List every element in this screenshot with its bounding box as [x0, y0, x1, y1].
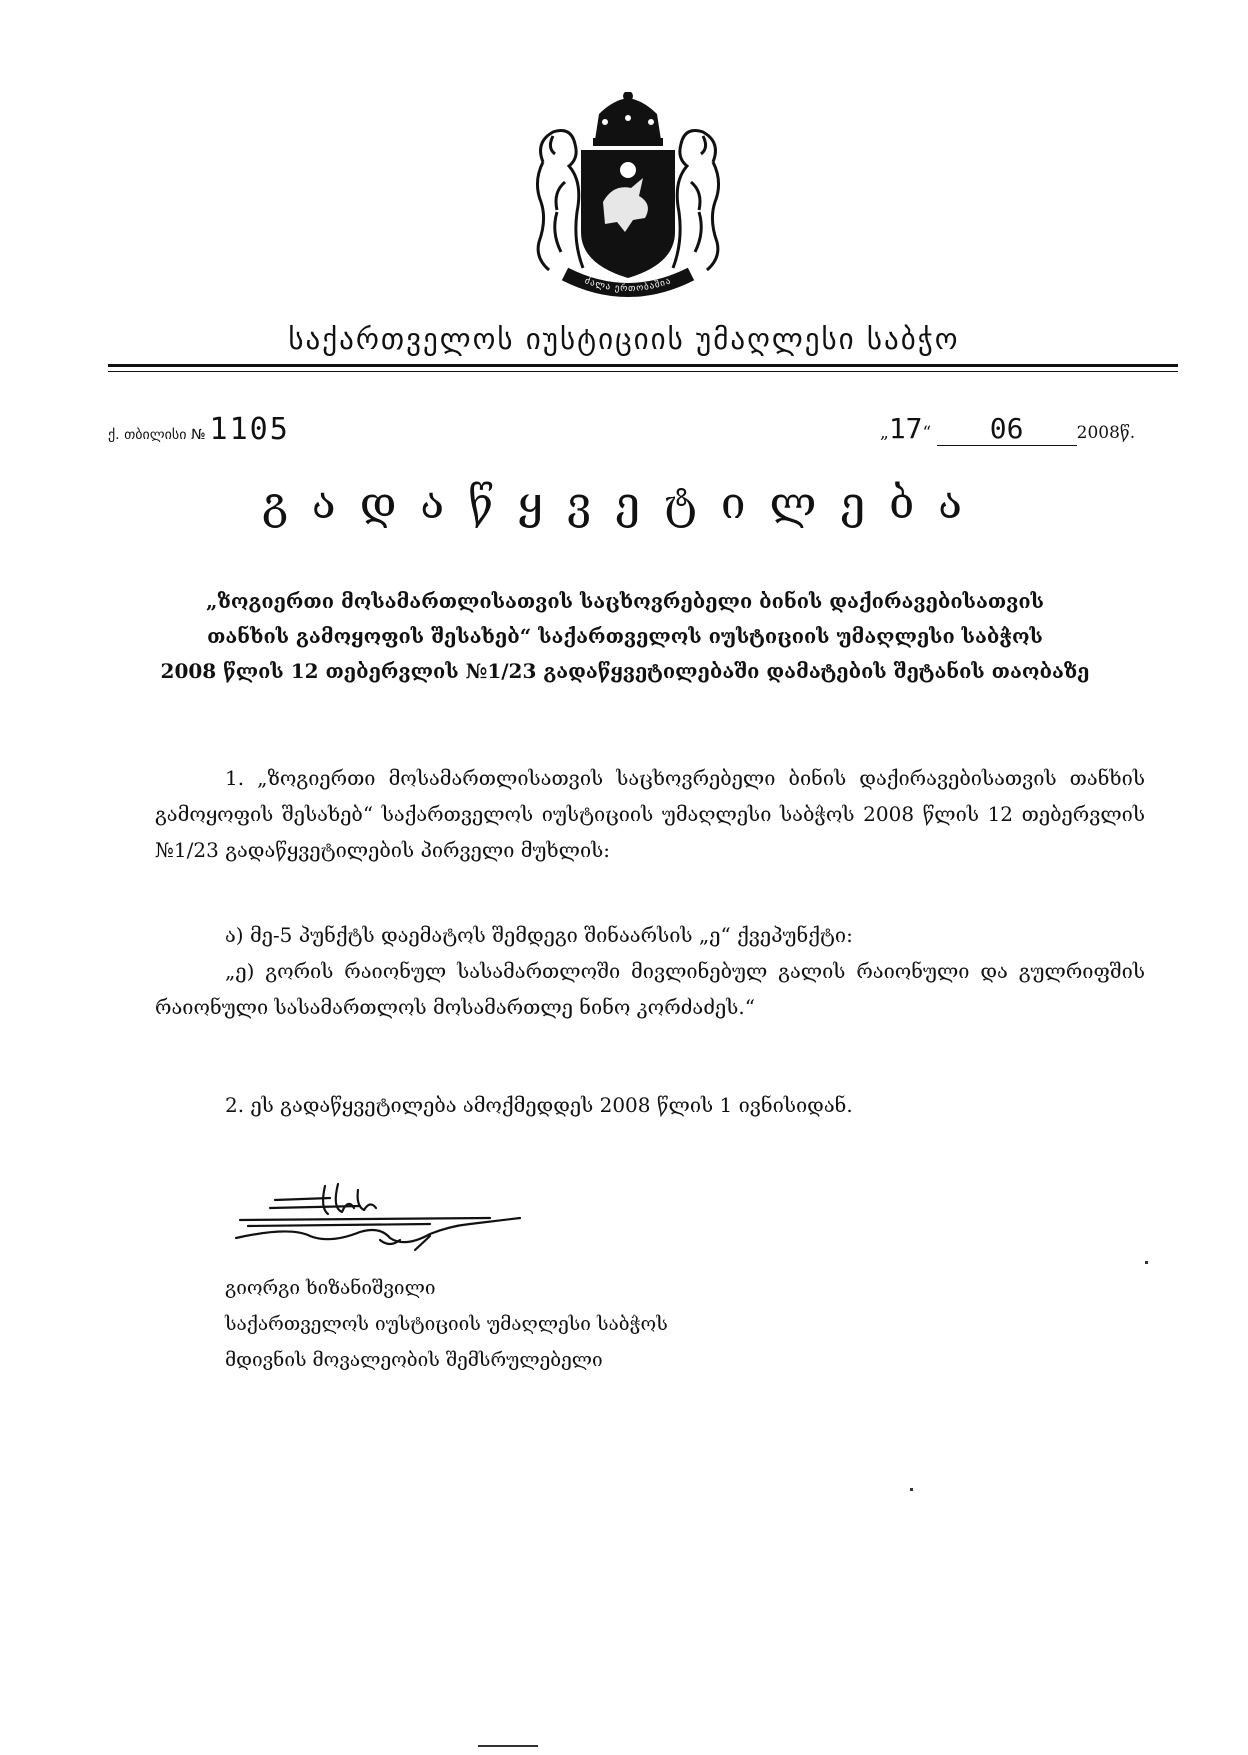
document-date: [880, 412, 1135, 446]
subject-line-1: „ზოგიერთი მოსამართლისათვის საცხოვრებელი ბინის დაქირავებისათვის: [206, 589, 1044, 613]
institution-name: საქართველოს იუსტიციის უმაღლესი საბჭო: [288, 322, 960, 356]
scan-speck: [1145, 1261, 1148, 1264]
signatory-position-line-2: მდივნის მოვალეობის შემსრულებელი: [225, 1349, 603, 1371]
date-open-quote: „: [880, 423, 889, 443]
subject-line-3: 2008 წლის 12 თებერვლის №1/23 გადაწყვეტილებაში დამატების შეტანის თაობაზე: [160, 659, 1090, 683]
subject-line-2: თანხის გამოყოფის შესახებ“ საქართველოს იუსტიციის უმაღლესი საბჭოს: [207, 624, 1043, 648]
shield-icon: [581, 150, 675, 278]
document-subject: [150, 584, 1100, 689]
paragraph-1: 1. „ზოგიერთი მოსამართლისათვის საცხოვრებელი ბინის დაქირავებისათვის თანხის გამოყოფის შესახებ“ საქართველოს იუსტიციის უმაღლესი საბჭოს 2008 წლის 12 თებერვლის №1/23 გადაწყვეტილების პირველი მუხლის:: [155, 766, 1145, 862]
scan-speck: [478, 1745, 538, 1747]
right-lion-icon: [673, 131, 719, 271]
crown-icon: [593, 92, 663, 146]
document-type-title: გადაწყვეტილება: [261, 478, 986, 529]
signatory-block: [225, 1270, 668, 1378]
date-day: 17: [888, 412, 923, 445]
left-lion-icon: [537, 131, 583, 271]
emblem-motto: ძალა ერთობაშია: [583, 276, 673, 295]
item-a: [155, 917, 1145, 1025]
place-and-number: [108, 412, 290, 447]
scan-speck: [910, 1488, 913, 1491]
coat-of-arms-emblem: [513, 92, 743, 302]
date-year: 2008წ.: [1076, 423, 1136, 443]
header-rule-thin: [108, 371, 1178, 372]
header-rule-thick: [108, 364, 1178, 367]
handwritten-signature: [230, 1178, 560, 1256]
signatory-position-line-1: საქართველოს იუსტიციის უმაღლესი საბჭოს: [225, 1313, 668, 1335]
signatory-name: გიორგი ხიზანიშვილი: [225, 1277, 436, 1299]
date-close-quote: “: [922, 423, 932, 443]
paragraph-2: 2. ეს გადაწყვეტილება ამოქმედდეს 2008 წლის 1 ივნისიდან.: [225, 1093, 853, 1117]
date-month: 06: [989, 412, 1024, 445]
item-a-intro: ა) მე-5 პუნქტს დაემატოს შემდეგი შინაარსის „ე“ ქვეპუნქტი:: [225, 923, 853, 947]
document-number: 1105: [209, 412, 290, 447]
place-label: ქ. თბილისი №: [108, 427, 206, 443]
item-a-text: „ე) გორის რაიონულ სასამართლოში მივლინებულ გალის რაიონული და გულრიფშის რაიონული სასამართლოს მოსამართლე ნინო კორძაძეს.“: [155, 959, 1145, 1019]
